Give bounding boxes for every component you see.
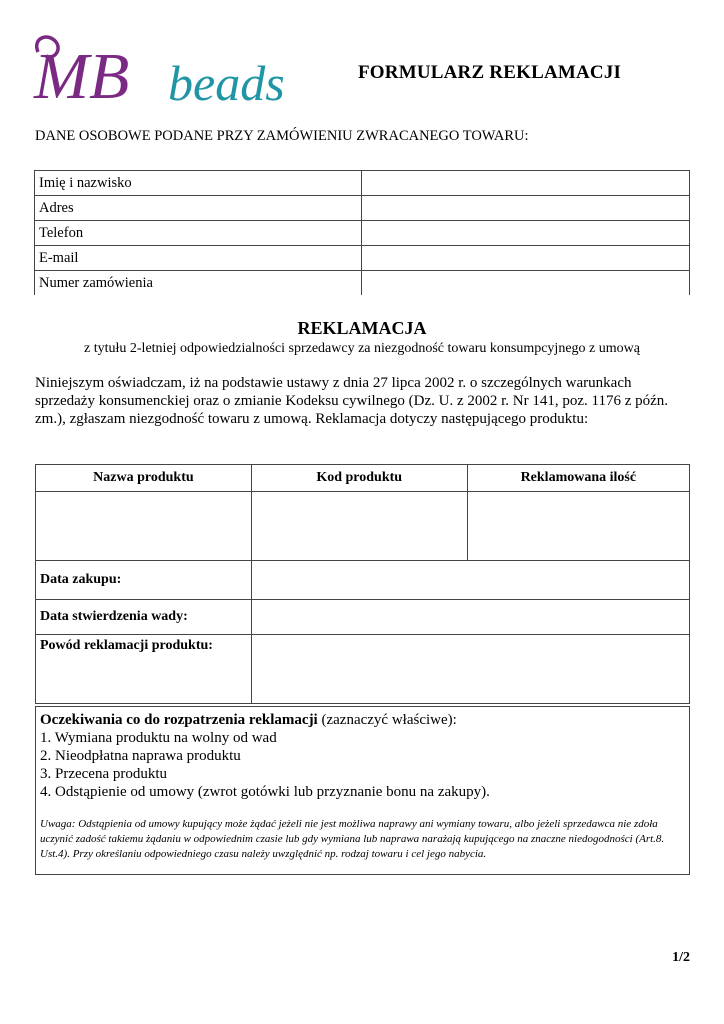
- product-table: [35, 464, 690, 704]
- personal-data-table: [34, 170, 690, 295]
- phone-field[interactable]: [362, 221, 690, 246]
- purchase-date-field[interactable]: [251, 561, 689, 600]
- field-label: E-mail: [35, 246, 362, 271]
- reason-field[interactable]: [251, 635, 689, 704]
- expectations-note: Uwaga: Odstąpienia od umowy kupujący może żądać jeżeli nie jest możliwa naprawy ani wymiany towaru, albo jeżeli sprzedawca nie zdoła uczynić zadość takiemu żądaniu w odpowiednim czasie lub gdy wymiana lub naprawa narażają kupującego na znaczne niedogodności (Art.8. Ust.4). Przy określaniu odpowiedniego czasu należy uwzględnić np. rodzaj towaru i cel jego nabycia.: [40, 818, 665, 860]
- table-row: [36, 600, 690, 635]
- expectation-option-1[interactable]: 1. Wymiana produktu na wolny od wad: [40, 730, 277, 746]
- field-label: Numer zamówienia: [35, 271, 362, 296]
- table-row: [35, 221, 690, 246]
- defect-date-field[interactable]: [251, 600, 689, 635]
- logo-beads: beads: [168, 55, 285, 110]
- table-row: [35, 171, 690, 196]
- field-label: Telefon: [35, 221, 362, 246]
- expectation-option-2[interactable]: 2. Nieodpłatna naprawa produktu: [40, 748, 241, 764]
- table-row: [35, 196, 690, 221]
- form-title: FORMULARZ REKLAMACJI: [358, 62, 622, 83]
- expectations-heading-rest: (zaznaczyć właściwe):: [317, 712, 457, 728]
- col-product-code: Kod produktu: [251, 465, 467, 492]
- product-name-field[interactable]: [36, 492, 252, 561]
- table-row: [35, 246, 690, 271]
- quantity-field[interactable]: [467, 492, 689, 561]
- product-code-field[interactable]: [251, 492, 467, 561]
- table-row: [35, 271, 690, 296]
- reason-label: Powód reklamacji produktu:: [36, 635, 252, 704]
- field-label: Imię i nazwisko: [35, 171, 362, 196]
- expectations-heading-bold: Oczekiwania co do rozpatrzenia reklamacji: [40, 712, 318, 728]
- name-field[interactable]: [362, 171, 690, 196]
- expectation-option-4[interactable]: 4. Odstąpienie od umowy (zwrot gotówki lub przyznanie bonu na zakupy).: [40, 784, 490, 800]
- expectation-option-3[interactable]: 3. Przecena produktu: [40, 766, 168, 782]
- complaint-title: REKLAMACJA: [297, 318, 427, 338]
- address-field[interactable]: [362, 196, 690, 221]
- table-row: [36, 561, 690, 600]
- personal-data-label: DANE OSOBOWE PODANE PRZY ZAMÓWIENIU ZWRACANEGO TOWARU:: [35, 128, 529, 144]
- page-number: 1/2: [672, 950, 690, 965]
- purchase-date-label: Data zakupu:: [36, 561, 252, 600]
- mb-beads-logo: [30, 30, 330, 110]
- complaint-subtitle: z tytułu 2-letniej odpowiedzialności sprzedawcy za niezgodność towaru konsumpcyjnego z umową: [84, 341, 640, 356]
- complaint-statement: Niniejszym oświadczam, iż na podstawie ustawy z dnia 27 lipca 2002 r. o szczególnych warunkach sprzedaży konsumenckiej oraz o zmianie Kodeksu cywilnego (Dz. U. z 2002 r. Nr 141, poz. 1176 z późn. zm.), zgłaszam niezgodność towaru z umową. Reklamacja dotyczy następującego produktu:: [35, 375, 669, 427]
- col-product-name: Nazwa produktu: [36, 465, 252, 492]
- expectations-box: [35, 706, 690, 875]
- logo-mb: MB: [34, 40, 130, 110]
- order-number-field[interactable]: [362, 271, 690, 296]
- defect-date-label: Data stwierdzenia wady:: [36, 600, 252, 635]
- table-row: [36, 635, 690, 704]
- col-quantity: Reklamowana ilość: [467, 465, 689, 492]
- expectations-heading: [40, 711, 685, 729]
- table-row: [36, 492, 690, 561]
- field-label: Adres: [35, 196, 362, 221]
- email-field[interactable]: [362, 246, 690, 271]
- table-header-row: [36, 465, 690, 492]
